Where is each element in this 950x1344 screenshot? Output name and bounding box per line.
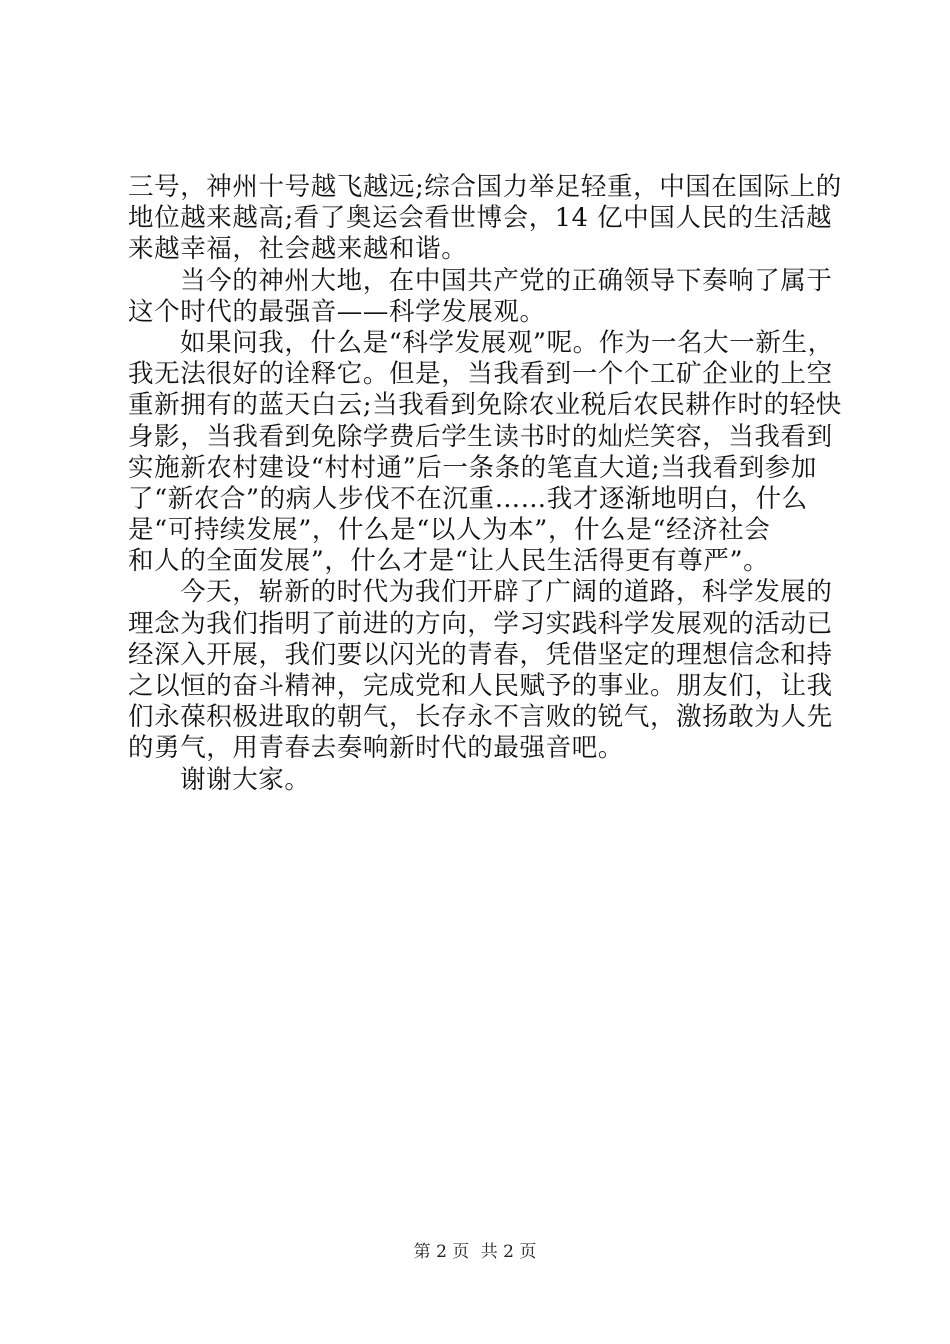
text-line: 实施新农村建设“村村通”后一条条的笔直大道;当我看到参加 (128, 452, 817, 483)
text-line: 这个时代的最强音——科学发展观。 (128, 296, 546, 327)
text-line: 今天，崭新的时代为我们开辟了广阔的道路，科学发展的 (180, 577, 833, 608)
page-total: 共 2 页 (480, 1242, 537, 1262)
text-line: 地位越来越高;看了奥运会看世博会，14 亿中国人民的生活越 (128, 203, 833, 234)
text-line: 理念为我们指明了前进的方向，学习实践科学发展观的活动已 (128, 608, 833, 639)
text-line: 之以恒的奋斗精神，完成党和人民赋予的事业。朋友们，让我 (128, 671, 833, 701)
text-line: 谢谢大家。 (180, 764, 311, 795)
text-line: 来越幸福，社会越来越和谐。 (128, 234, 468, 265)
document-body (128, 172, 840, 796)
paragraph (128, 328, 840, 578)
text-line: 当今的神州大地，在中国共产党的正确领导下奏响了属于 (180, 265, 833, 296)
text-line: 重新拥有的蓝天白云;当我看到免除农业税后农民耕作时的轻快 (128, 390, 842, 421)
paragraph (128, 266, 840, 328)
text-line: 的勇气，用青春去奏响新时代的最强音吧。 (128, 733, 624, 764)
text-line: 了“新农合”的病人步伐不在沉重……我才逐渐地明白，什么 (128, 483, 808, 514)
text-line: 经深入开展，我们要以闪光的青春，凭借坚定的理想信念和持 (128, 639, 833, 670)
paragraph (128, 765, 840, 796)
text-line: 我无法很好的诠释它。但是，当我看到一个个工矿企业的上空 (128, 359, 833, 390)
text-line: 和人的全面发展”，什么才是“让人民生活得更有尊严”。 (128, 546, 770, 577)
page-footer (0, 1241, 950, 1263)
paragraph (128, 172, 840, 266)
text-line: 身影，当我看到免除学费后学生读书时的灿烂笑容，当我看到 (128, 421, 833, 452)
text-line: 三号，神州十号越飞越远;综合国力举足轻重，中国在国际上的 (128, 172, 842, 202)
page-number: 第 2 页 (413, 1242, 470, 1262)
text-line: 如果问我，什么是“科学发展观”呢。作为一名大一新生， (180, 327, 834, 358)
paragraph (128, 577, 840, 764)
text-line: 是“可持续发展”，什么是“以人为本”，什么是“经济社会 (128, 515, 771, 546)
text-line: 们永葆积极进取的朝气，长存永不言败的锐气，激扬敢为人先 (128, 702, 833, 733)
